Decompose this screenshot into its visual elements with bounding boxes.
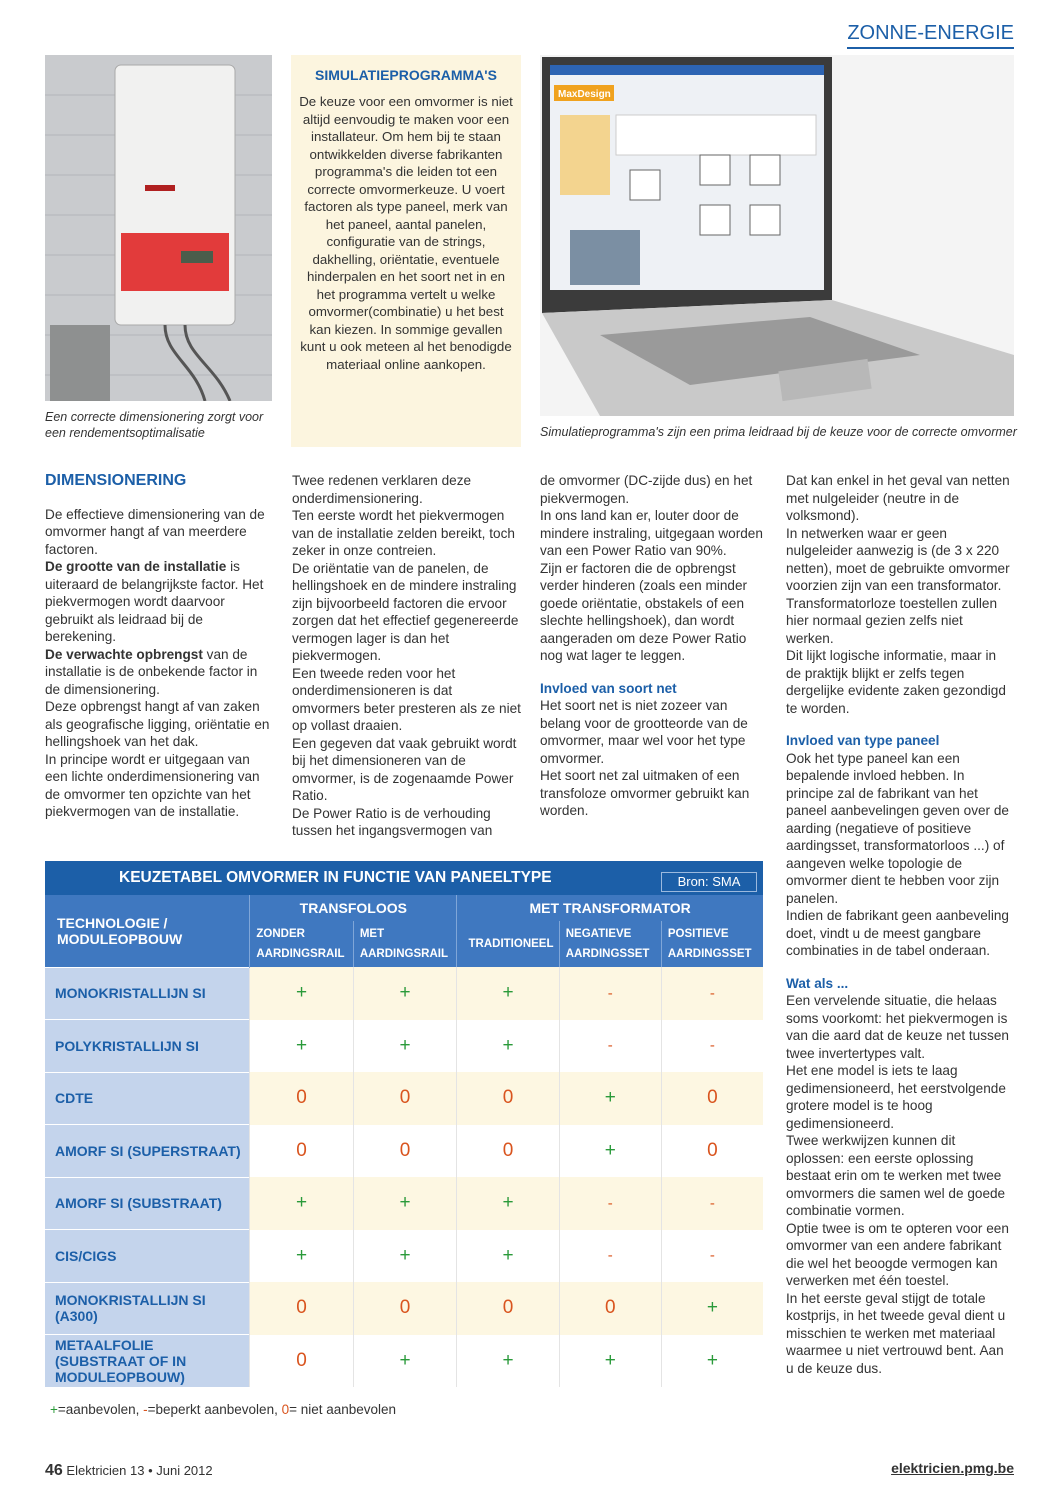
table-title-bar xyxy=(45,861,763,895)
paragraph: Indien de fabrikant geen aanbeveling doet, vindt u de meest gangbare combinaties in de tabel onderaan. xyxy=(786,908,1009,958)
row-label: MONOKRISTALLIJN SI (A300) xyxy=(45,1282,250,1335)
table-cell: + xyxy=(353,967,456,1020)
heading-dimensionering: DIMENSIONERING xyxy=(45,472,187,489)
legend-minus: - xyxy=(143,1402,148,1417)
laptop-photo xyxy=(540,55,1014,416)
table-cell: 0 xyxy=(250,1072,353,1125)
column-4 xyxy=(786,472,1014,1377)
column-1 xyxy=(45,472,275,821)
table-cell: + xyxy=(559,1335,661,1388)
table-cell: 0 xyxy=(353,1125,456,1178)
table-cell: + xyxy=(457,1020,559,1073)
paragraph: Het soort net zal uitmaken of een transfoloze omvormer gebruikt kan worden. xyxy=(540,768,750,818)
table-legend: +=aanbevolen, -=beperkt aanbevolen, 0= niet aanbevolen xyxy=(50,1402,397,1417)
table-cell: + xyxy=(353,1230,456,1283)
table-cell: + xyxy=(353,1020,456,1073)
table-cell: - xyxy=(661,1020,763,1073)
paragraph: In het eerste geval stijgt de totale kostprijs, in het tweede geval dient u misschien te werken met materiaal waarmee u niet vertrouwd bent. Aan u de keuze dus. xyxy=(786,1290,1006,1376)
bold-term: De verwachte opbrengst xyxy=(45,646,203,662)
paragraph: Dit lijkt logische informatie, maar in de praktijk blijkt er zelfs tegen dergelijke evidente zaken gezondigd te worden. xyxy=(786,648,1006,716)
paragraph: Transformatorloze toestellen zullen hier normaal gezien zelfs niet werken. xyxy=(786,595,998,646)
paragraph: De grootte van de installatie is uiteraard de belangrijkste factor. Het piekvermogen wordt daarvoor gebruikt als leidraad bij de berekening. xyxy=(45,559,264,644)
column-header: ZONDER AARDINGSRAIL xyxy=(250,921,353,967)
section-title: ZONNE-ENERGIE xyxy=(847,22,1014,49)
paragraph: De Power Ratio is de verhouding tussen het ingangsvermogen van xyxy=(292,805,493,838)
table-cell: 0 xyxy=(661,1125,763,1178)
table-cell: - xyxy=(559,967,661,1020)
inverter-illustration xyxy=(45,55,272,401)
row-label: CDTE xyxy=(45,1072,250,1125)
table-cell: + xyxy=(250,1230,353,1283)
paragraph: Ook het type paneel kan een bepalende invloed hebben. In principe zal de fabrikant van het paneel aanbevelingen geven over de aarding (negatieve of positieve aardingsset, transformatorloos ...) of aangeven welke topologie de omvormer dient te hebben voor zijn panelen. xyxy=(786,750,1009,906)
table-source: Bron: SMA xyxy=(661,872,757,892)
legend-zero: 0 xyxy=(281,1402,290,1417)
column-2 xyxy=(292,472,522,840)
table-row xyxy=(45,1335,763,1388)
paragraph: Het ene model is iets te laag gedimensioneerd, het eerstvolgende grotere model is te hoog gedimensioneerd. xyxy=(786,1063,1006,1131)
simulation-sidebar xyxy=(291,55,521,447)
table-cell: + xyxy=(250,967,353,1020)
column-header: TRADITIONEEL xyxy=(457,921,559,967)
paragraph: Een vervelende situatie, die helaas soms voorkomt: het piekvermogen is van die aard dat de keuze net tussen twee invertertypes valt. xyxy=(786,993,1009,1061)
table-row xyxy=(45,1072,763,1125)
table-row xyxy=(45,1020,763,1073)
paragraph: Het soort net is niet zozeer van belang voor de grootteorde van de omvormer, maar wel voor het type omvormer. xyxy=(540,698,748,766)
table-cell: - xyxy=(661,1230,763,1283)
paragraph: Een tweede reden voor het onderdimensioneren is dat omvormers beter presteren als ze niet op vollast draaien. xyxy=(292,665,521,733)
paragraph: In netwerken waar er geen nulgeleider aanwezig is (de 3 x 220 netten), moet de gebruikte omvormer voorzien zijn van een transformator. xyxy=(786,525,1010,593)
table-cell: 0 xyxy=(250,1335,353,1388)
table-cell: + xyxy=(661,1335,763,1388)
table-cell: 0 xyxy=(457,1072,559,1125)
row-label: AMORF SI (SUPERSTRAAT) xyxy=(45,1125,250,1178)
column-header: NEGATIEVE AARDINGSSET xyxy=(559,921,661,967)
heading-wat-als: Wat als ... xyxy=(786,975,849,991)
paragraph: Twee werkwijzen kunnen dit oplossen: een eerste oplossing bestaat erin om te werken met twee omvormers die samen wel de goede combinatie vormen. xyxy=(786,1133,1006,1218)
heading-soort-net: Invloed van soort net xyxy=(540,680,677,696)
table-cell: + xyxy=(457,1177,559,1230)
table-cell: - xyxy=(661,1177,763,1230)
table-row xyxy=(45,967,763,1020)
row-label: POLYKRISTALLIJN SI xyxy=(45,1020,250,1073)
page-number: 46 xyxy=(45,1462,63,1479)
laptop-illustration xyxy=(540,55,1014,416)
paragraph: de omvormer (DC-zijde dus) en het piekvermogen. xyxy=(540,473,753,506)
laptop-photo-caption: Simulatieprogramma's zijn een prima leidraad bij de keuze voor de correcte omvormer xyxy=(540,425,1017,439)
table-cell: 0 xyxy=(250,1125,353,1178)
table-cell: 0 xyxy=(661,1072,763,1125)
heading-type-paneel: Invloed van type paneel xyxy=(786,733,940,748)
table-row xyxy=(45,1177,763,1230)
row-label: MONOKRISTALLIJN SI xyxy=(45,967,250,1020)
paragraph: De effectieve dimensionering van de omvormer hangt af van meerdere factoren. xyxy=(45,506,265,557)
sidebar-text: De keuze voor een omvormer is niet altijd eenvoudig te maken voor een installateur. Om hem bij te staan ontwikkelden diverse fabrikanten programma's die leiden tot een correcte omvormerkeuze. U voert factoren als type paneel, merk van het paneel, aantal panelen, configuratie van de strings, dakhelling, oriëntatie, eventuele hinderpalen en het soort net in en het programma vertelt u welke omvormer(combinatie) u het best kan kiezen. In sommige gevallen kunt u ook meteen al het benodigde materiaal online aankopen. xyxy=(299,94,513,372)
table-row xyxy=(45,1125,763,1178)
inverter-photo xyxy=(45,55,272,401)
table-cell: 0 xyxy=(457,1125,559,1178)
table-title: KEUZETABEL OMVORMER IN FUNCTIE VAN PANEELTYPE xyxy=(119,869,552,886)
paragraph: De oriëntatie van de panelen, de hellingshoek en de mindere instraling zijn bijvoorbeeld factoren die ervoor zorgen dat het effectief gegenereerde vermogen lager is dan het piekvermogen. xyxy=(292,560,519,663)
row-label: AMORF SI (SUBSTRAAT) xyxy=(45,1177,250,1230)
paragraph: Optie twee is om te opteren voor een omvormer van een andere fabrikant die wel het beoogde vermogen kan verwerken met één toestel. xyxy=(786,1220,1009,1288)
table-cell: + xyxy=(353,1335,456,1388)
maxdesign-logo-text: MaxDesign xyxy=(558,89,611,100)
issue-info: Elektricien 13 • Juni 2012 xyxy=(66,1463,213,1478)
table-cell: + xyxy=(457,967,559,1020)
footer-left xyxy=(45,1462,213,1480)
paragraph: Een gegeven dat vaak gebruikt wordt bij het dimensioneren van de omvormer, is de zogenaamde Power Ratio. xyxy=(292,735,517,803)
table-cell: + xyxy=(457,1230,559,1283)
table-row xyxy=(45,1282,763,1335)
table-cell: - xyxy=(559,1177,661,1230)
inverter-choice-table xyxy=(45,861,763,1387)
table-cell: + xyxy=(661,1282,763,1335)
table-cell: 0 xyxy=(250,1282,353,1335)
table-cell: + xyxy=(457,1335,559,1388)
table-cell: + xyxy=(353,1177,456,1230)
column-header: POSITIEVE AARDINGSSET xyxy=(661,921,763,967)
group-met-transformator: MET TRANSFORMATOR xyxy=(457,895,763,921)
table-cell: + xyxy=(250,1177,353,1230)
table-cell: + xyxy=(559,1125,661,1178)
table-cell: - xyxy=(559,1020,661,1073)
row-label: METAALFOLIE (SUBSTRAAT OF IN MODULEOPBOUW) xyxy=(45,1335,250,1388)
paragraph: De verwachte opbrengst van de installatie is de onbekende factor in de dimensionering. xyxy=(45,646,258,697)
table-row xyxy=(45,1230,763,1283)
paragraph: Ten eerste wordt het piekvermogen van de installatie zelden bereikt, toch zeker in onze contreien. xyxy=(292,508,515,558)
paragraph: In ons land kan er, louter door de mindere instraling, uitgegaan worden van een Power Ratio van 90%. xyxy=(540,508,763,558)
group-transfoloos: TRANSFOLOOS xyxy=(250,895,457,921)
table-cell: 0 xyxy=(559,1282,661,1335)
footer-url-link[interactable]: elektricien.pmg.be xyxy=(891,1460,1014,1476)
paragraph: Dat kan enkel in het geval van netten met nulgeleider (neutre in de volksmond). xyxy=(786,473,1010,523)
table-cell: - xyxy=(661,967,763,1020)
table-cell: 0 xyxy=(353,1282,456,1335)
legend-plus: + xyxy=(50,1402,58,1417)
inverter-photo-caption: Een correcte dimensionering zorgt voor een rendementsoptimalisatie xyxy=(45,410,264,440)
paragraph: Twee redenen verklaren deze onderdimensionering. xyxy=(292,473,472,506)
row-label: CIS/CIGS xyxy=(45,1230,250,1283)
paragraph: Deze opbrengst hangt af van zaken als geografische ligging, oriëntatie en hellingshoek van het dak. xyxy=(45,699,270,749)
table-cell: 0 xyxy=(353,1072,456,1125)
bold-term: De grootte van de installatie xyxy=(45,559,227,574)
row-header-label: TECHNOLOGIE / MODULEOPBOUW xyxy=(57,914,183,947)
table-cell: - xyxy=(559,1230,661,1283)
table-cell: + xyxy=(559,1072,661,1125)
column-3 xyxy=(540,472,770,820)
table-cell: 0 xyxy=(457,1282,559,1335)
table-cell: + xyxy=(250,1020,353,1073)
paragraph: Zijn er factoren die de opbrengst verder hinderen (zoals een minder goede oriëntatie, obstakels of een slechte hellingshoek), dan wordt aangeraden om deze Power Ratio nog wat lager te leggen. xyxy=(540,560,748,663)
paragraph: In principe wordt er uitgegaan van een lichte onderdimensionering van de omvormer ten opzichte van het piekvermogen van de installatie. xyxy=(45,751,260,819)
sidebar-title: SIMULATIEPROGRAMMA'S xyxy=(315,67,497,83)
column-header: MET AARDINGSRAIL xyxy=(353,921,456,967)
